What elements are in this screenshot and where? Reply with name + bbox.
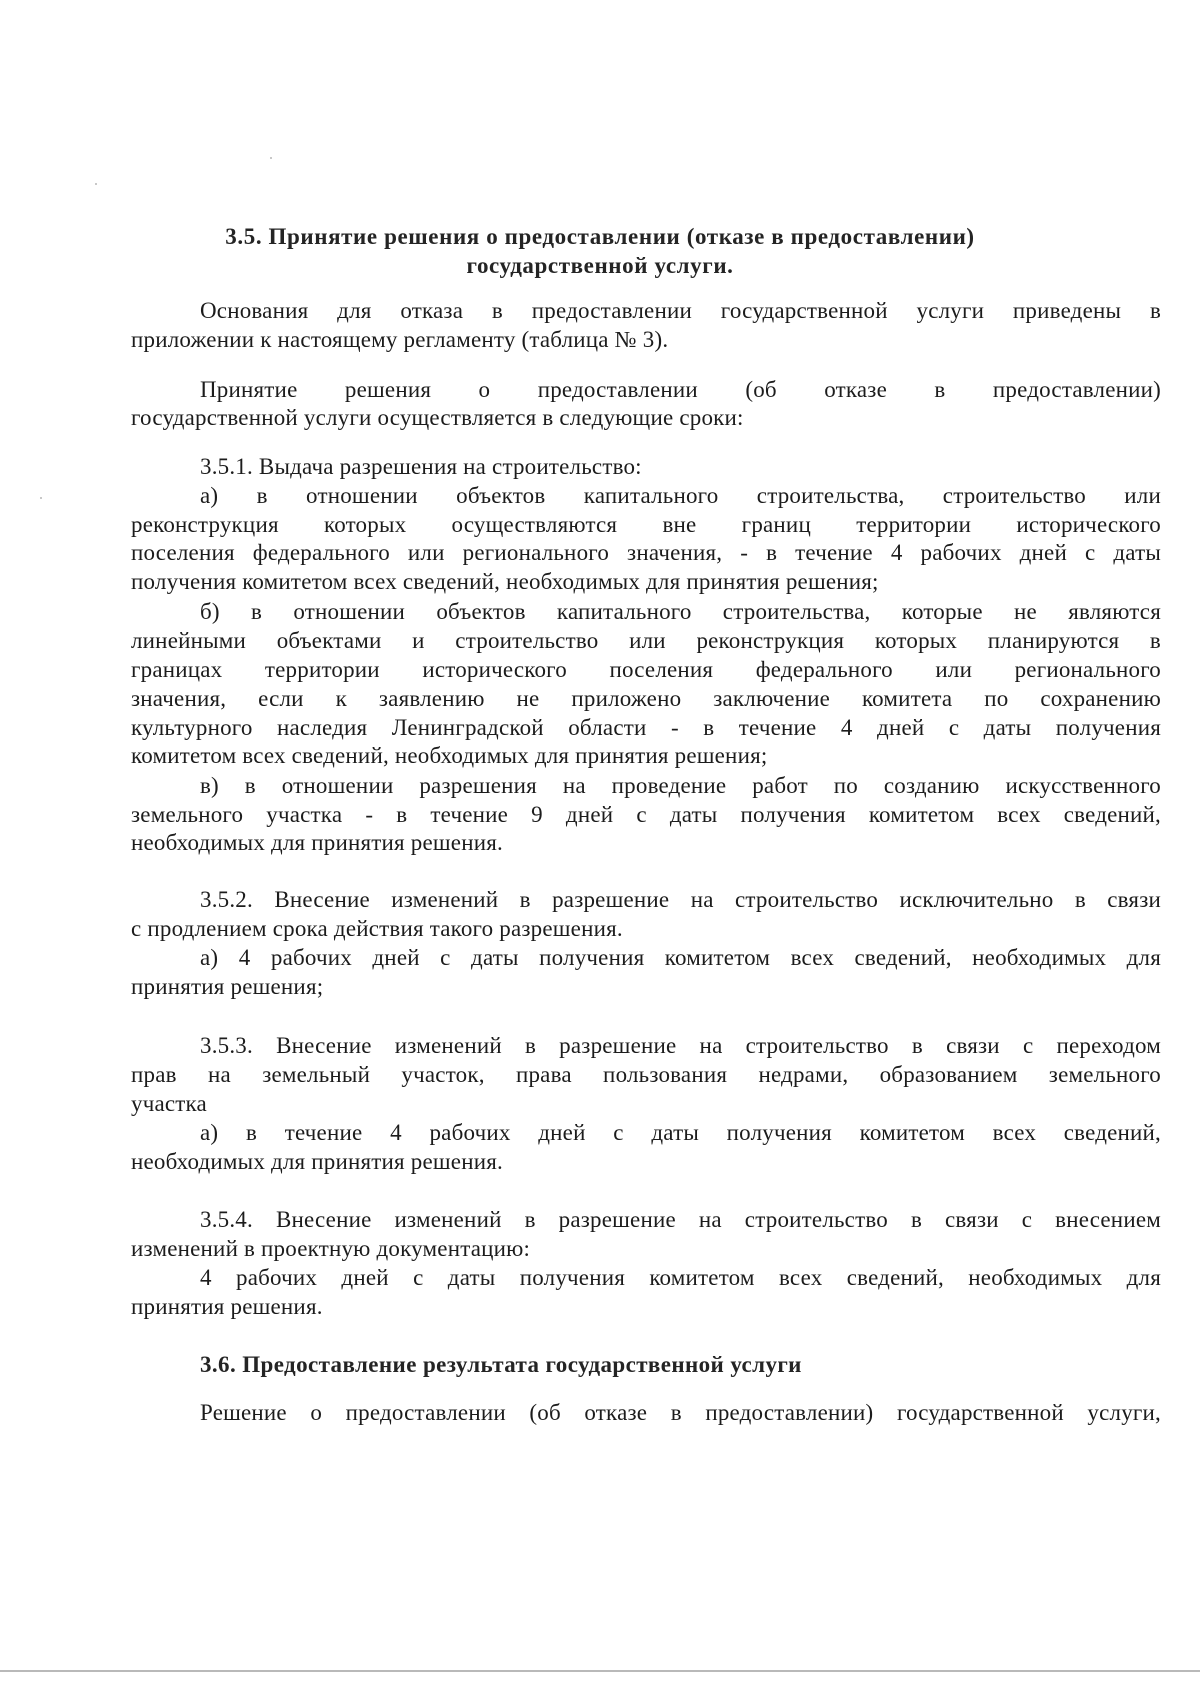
item-3-5-1-c-line: необходимых для принятия решения. xyxy=(131,830,503,855)
item-3-5-1-a-line: реконструкция которых осуществляются вне границ территории исторического xyxy=(131,512,1161,537)
paragraph-line: Основания для отказа в предоставлении государственной услуги приведены в xyxy=(200,298,1161,323)
item-3-5-3-a-line: необходимых для принятия решения. xyxy=(131,1149,503,1174)
item-3-5-3-a-line: а) в течение 4 рабочих дней с даты получения комитетом всех сведений, xyxy=(200,1120,1161,1145)
section-3-5-title-line2: государственной услуги. xyxy=(466,253,734,278)
item-3-5-1-b-line: значения, если к заявлению не приложено заключение комитета по сохранению xyxy=(131,686,1161,711)
paragraph-line: приложении к настоящему регламенту (таблица № 3). xyxy=(131,327,669,352)
item-3-5-1-b-line: линейными объектами и строительство или реконструкция которых планируются в xyxy=(131,628,1161,653)
item-3-5-1-b-line: б) в отношении объектов капитального строительства, которые не являются xyxy=(200,599,1161,624)
paragraph-line: государственной услуги осуществляется в следующие сроки: xyxy=(131,405,744,430)
scan-speck xyxy=(95,183,97,185)
item-3-5-4-a-line: 4 рабочих дней с даты получения комитетом всех сведений, необходимых для xyxy=(200,1265,1161,1290)
paragraph-line: Принятие решения о предоставлении (об отказе в предоставлении) xyxy=(200,377,1161,402)
item-3-5-1-a-line: поселения федерального или регионального значения, - в течение 4 рабочих дней с даты xyxy=(131,540,1161,565)
section-3-6-title: 3.6. Предоставление результата государственной услуги xyxy=(200,1352,802,1377)
item-3-5-1-a-line: а) в отношении объектов капитального строительства, строительство или xyxy=(200,483,1161,508)
item-3-5-1-b-line: границах территории исторического поселения федерального или регионального xyxy=(131,657,1161,682)
item-3-5-1-c-line: в) в отношении разрешения на проведение работ по созданию искусственного xyxy=(200,773,1161,798)
item-3-5-4-a-line: принятия решения. xyxy=(131,1294,323,1319)
section-3-5-title-line1: 3.5. Принятие решения о предоставлении (отказе в предоставлении) xyxy=(225,224,975,249)
item-3-5-1-heading: 3.5.1. Выдача разрешения на строительство: xyxy=(200,454,642,479)
scan-edge-line xyxy=(0,1670,1200,1672)
item-3-5-1-a-line: получения комитетом всех сведений, необходимых для принятия решения; xyxy=(131,569,879,594)
item-3-5-1-c-line: земельного участка - в течение 9 дней с даты получения комитетом всех сведений, xyxy=(131,802,1161,827)
item-3-5-1-b-line: комитетом всех сведений, необходимых для принятия решения; xyxy=(131,743,768,768)
item-3-5-3-line: участка xyxy=(131,1091,207,1116)
scan-speck xyxy=(40,497,42,499)
item-3-5-2-line: 3.5.2. Внесение изменений в разрешение на строительство исключительно в связи xyxy=(200,887,1161,912)
item-3-5-2-line: с продлением срока действия такого разрешения. xyxy=(131,916,623,941)
item-3-5-3-line: 3.5.3. Внесение изменений в разрешение на строительство в связи с переходом xyxy=(200,1033,1161,1058)
item-3-5-4-line: изменений в проектную документацию: xyxy=(131,1236,531,1261)
paragraph-line: Решение о предоставлении (об отказе в предоставлении) государственной услуги, xyxy=(200,1400,1161,1425)
scan-speck xyxy=(270,157,272,159)
item-3-5-2-a-line: принятия решения; xyxy=(131,974,324,999)
item-3-5-1-b-line: культурного наследия Ленинградской области - в течение 4 дней с даты получения xyxy=(131,715,1161,740)
item-3-5-2-a-line: а) 4 рабочих дней с даты получения комитетом всех сведений, необходимых для xyxy=(200,945,1161,970)
item-3-5-4-line: 3.5.4. Внесение изменений в разрешение на строительство в связи с внесением xyxy=(200,1207,1161,1232)
item-3-5-3-line: прав на земельный участок, права пользования недрами, образованием земельного xyxy=(131,1062,1161,1087)
